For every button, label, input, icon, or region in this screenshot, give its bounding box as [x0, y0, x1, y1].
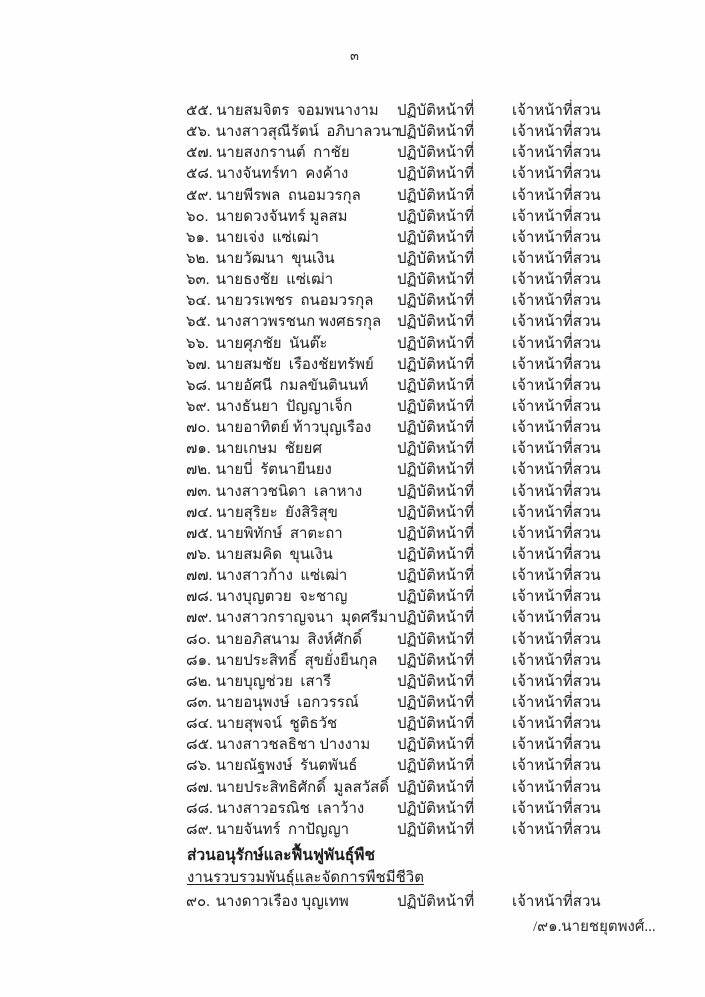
row-name: นางสาวก้าง แซ่เฒ่า: [216, 568, 348, 585]
continuation-note: /๙๑.นายชยุตพงศ์...: [533, 919, 656, 935]
table-row: [186, 608, 705, 629]
row-duty: ปฏิบัติหน้าที่: [397, 694, 475, 711]
row-number: ๙๐.: [186, 894, 210, 910]
row-position: เจ้าหน้าที่สวน: [512, 356, 601, 373]
row-number: ๗๐.: [186, 420, 211, 437]
row-name: นายสมจิตร จอมพนางาม: [216, 103, 379, 119]
row-number-and-name: [186, 566, 397, 587]
row-duty: ปฏิบัติหน้าที่: [397, 504, 475, 521]
page-number: ๓: [350, 48, 359, 63]
row-number-and-name: [186, 651, 397, 672]
row-number-and-name: [186, 545, 397, 566]
row-number: ๗๔.: [186, 504, 213, 521]
table-row: [186, 756, 705, 777]
section-subtitle: งานรวบรวมพันธุ์และจัดการพืชมีชีวิต: [187, 870, 424, 886]
row-number-and-name: [186, 143, 397, 164]
row-position: เจ้าหน้าที่สวน: [512, 187, 601, 204]
row-number-and-name: [186, 524, 397, 545]
section-staff-list: [0, 892, 705, 913]
row-name: นางสาวอรณิช เลาว้าง: [216, 800, 365, 817]
table-row: [186, 439, 705, 460]
row-name: นายบี่ รัตนายืนยง: [215, 462, 332, 479]
table-row: [186, 799, 705, 820]
row-name: นายอัศนี กมลขันตินนท์: [215, 377, 369, 394]
row-name: นางสาวชลธิชา ปางงาม: [216, 737, 371, 754]
row-duty: ปฏิบัติหน้าที่: [397, 737, 475, 754]
row-name: นางดาวเรือง บุญเทพ: [215, 894, 349, 910]
row-position: เจ้าหน้าที่สวน: [512, 631, 601, 648]
table-row: [186, 524, 705, 545]
row-duty: ปฏิบัติหน้าที่: [397, 420, 475, 437]
row-number-and-name: [186, 735, 397, 756]
row-duty: ปฏิบัติหน้าที่: [397, 166, 475, 183]
row-position: เจ้าหน้าที่สวน: [512, 441, 601, 458]
row-name: นายจันทร์ กาปัญญา: [216, 821, 350, 838]
section-title: ส่วนอนุรักษ์และฟื้นฟูพันธุ์พืช: [187, 847, 375, 864]
row-number-and-name: [186, 756, 397, 777]
row-name: นายอนุพงษ์ เอกวรรณ์: [215, 694, 359, 711]
row-name: นายประสิทธิศักดิ์ มูลสวัสดิ์: [216, 779, 390, 796]
row-number: ๘๖.: [186, 758, 211, 775]
table-row: [186, 566, 705, 587]
table-row: [186, 630, 705, 651]
row-number: ๖๐.: [186, 208, 209, 225]
row-duty: ปฏิบัติหน้าที่: [397, 272, 475, 289]
row-number-and-name: [186, 608, 397, 629]
row-number: ๗๘.: [186, 589, 213, 606]
row-position: เจ้าหน้าที่สวน: [512, 103, 601, 119]
row-name: นายประสิทธิ์ สุขยั่งยืนกุล: [215, 652, 378, 669]
row-number: ๘๒.: [186, 673, 212, 690]
row-position: เจ้าหน้าที่สวน: [512, 166, 601, 183]
row-number-and-name: [186, 460, 397, 481]
row-number-and-name: [186, 186, 397, 207]
row-number: ๖๑.: [186, 229, 209, 246]
row-duty: ปฏิบัติหน้าที่: [397, 758, 475, 775]
row-duty: ปฏิบัติหน้าที่: [397, 894, 475, 910]
row-name: นางจันทร์ทา คงค้าง: [216, 166, 349, 183]
row-duty: ปฏิบัติหน้าที่: [397, 103, 475, 119]
row-number: ๗๒.: [186, 462, 211, 479]
row-duty: ปฏิบัติหน้าที่: [397, 187, 475, 204]
row-number-and-name: [186, 482, 397, 503]
row-position: เจ้าหน้าที่สวน: [512, 208, 601, 225]
row-number: ๘๔.: [186, 716, 213, 733]
row-number-and-name: [186, 630, 397, 651]
row-duty: ปฏิบัติหน้าที่: [397, 293, 475, 310]
row-position: เจ้าหน้าที่สวน: [512, 504, 601, 521]
row-number: ๗๓.: [186, 483, 212, 500]
row-number-and-name: [186, 587, 397, 608]
row-position: เจ้าหน้าที่สวน: [512, 546, 601, 563]
row-number: ๕๖.: [186, 124, 211, 141]
row-duty: ปฏิบัติหน้าที่: [397, 208, 475, 225]
table-row: [186, 334, 705, 355]
row-duty: ปฏิบัติหน้าที่: [397, 779, 475, 796]
row-number-and-name: [186, 439, 397, 460]
row-position: เจ้าหน้าที่สวน: [512, 694, 601, 711]
row-position: เจ้าหน้าที่สวน: [512, 716, 601, 733]
row-duty: ปฏิบัติหน้าที่: [397, 652, 475, 669]
row-duty: ปฏิบัติหน้าที่: [397, 546, 475, 563]
row-position: เจ้าหน้าที่สวน: [512, 525, 601, 542]
row-number-and-name: [186, 397, 397, 418]
row-number: ๘๗.: [186, 779, 213, 796]
row-duty: ปฏิบัติหน้าที่: [397, 589, 475, 606]
table-row: [186, 545, 705, 566]
row-position: เจ้าหน้าที่สวน: [512, 398, 601, 415]
section-block: [0, 845, 705, 913]
row-duty: ปฏิบัติหน้าที่: [397, 145, 475, 162]
row-number: ๘๕.: [186, 737, 213, 754]
row-number: ๖๗.: [186, 356, 211, 373]
table-row: [186, 651, 705, 672]
row-number-and-name: [186, 122, 400, 143]
row-duty: ปฏิบัติหน้าที่: [397, 441, 475, 458]
row-duty: ปฏิบัติหน้าที่: [397, 314, 475, 331]
row-name: นายเกษม ชัยยศ: [215, 441, 322, 458]
row-duty: ปฏิบัติหน้าที่: [397, 462, 475, 479]
table-row: [186, 892, 705, 913]
row-number-and-name: [186, 334, 397, 355]
row-name: นางสาวกราญจนา มุดศรีมา: [215, 610, 397, 627]
row-number-and-name: [186, 164, 397, 185]
table-row: [186, 270, 705, 291]
row-number-and-name: [186, 249, 397, 270]
row-number: ๘๘.: [186, 800, 213, 817]
row-duty: ปฏิบัติหน้าที่: [397, 821, 475, 838]
row-duty: ปฏิบัติหน้าที่: [397, 716, 475, 733]
row-position: เจ้าหน้าที่สวน: [512, 779, 601, 796]
row-name: นายธงชัย แซ่เฒ่า: [215, 272, 334, 289]
table-row: [186, 228, 705, 249]
table-row: [186, 312, 705, 333]
row-number: ๗๖.: [186, 546, 211, 563]
row-name: นายวรเพชร ถนอมวรกุล: [215, 293, 374, 310]
table-row: [186, 397, 705, 418]
row-number: ๖๔.: [186, 293, 211, 310]
row-duty: ปฏิบัติหน้าที่: [397, 250, 475, 267]
table-row: [186, 820, 705, 841]
row-name: นายสมคิด ขุนเงิน: [215, 546, 333, 563]
table-row: [186, 376, 705, 397]
row-duty: ปฏิบัติหน้าที่: [397, 673, 475, 690]
row-duty: ปฏิบัติหน้าที่: [397, 631, 475, 648]
row-name: นายวัฒนา ขุนเงิน: [215, 250, 335, 267]
row-position: เจ้าหน้าที่สวน: [512, 652, 601, 669]
table-row: [186, 291, 705, 312]
row-position: เจ้าหน้าที่สวน: [512, 293, 601, 310]
row-number: ๕๗.: [186, 145, 213, 162]
row-name: นางสาวชนิดา เลาหาง: [215, 483, 363, 500]
row-number: ๗๑.: [186, 441, 211, 458]
row-duty: ปฏิบัติหน้าที่: [397, 356, 475, 373]
table-row: [186, 207, 705, 228]
row-duty: ปฏิบัติหน้าที่: [397, 124, 475, 141]
row-name: นายสุริยะ ยังสิริสุข: [216, 504, 338, 521]
row-number-and-name: [186, 270, 397, 291]
row-name: นายณัฐพงษ์ รันตพันธ์: [215, 758, 358, 775]
row-duty: ปฏิบัติหน้าที่: [397, 483, 475, 500]
table-row: [186, 503, 705, 524]
row-number-and-name: [186, 228, 397, 249]
row-number: ๘๙.: [186, 821, 213, 838]
row-position: เจ้าหน้าที่สวน: [512, 420, 601, 437]
row-number: ๗๗.: [186, 568, 213, 585]
row-number-and-name: [186, 291, 397, 312]
row-name: นางธันยา ปัญญาเจ็ก: [215, 398, 353, 415]
row-number: ๘๐.: [186, 631, 211, 648]
row-position: เจ้าหน้าที่สวน: [512, 673, 601, 690]
row-number: ๖๘.: [186, 377, 211, 394]
row-number: ๕๙.: [186, 187, 213, 204]
table-row: [186, 164, 705, 185]
row-name: นายบุญช่วย เสารี: [215, 673, 332, 690]
row-number: ๖๕.: [186, 314, 211, 331]
row-number: ๖๒.: [186, 250, 210, 267]
table-row: [186, 693, 705, 714]
table-row: [186, 778, 705, 799]
row-number: ๗๙.: [186, 610, 213, 627]
table-row: [186, 418, 705, 439]
row-name: นายดวงจันทร์ มูลสม: [215, 208, 348, 225]
row-duty: ปฏิบัติหน้าที่: [397, 525, 475, 542]
row-number-and-name: [186, 820, 397, 841]
row-position: เจ้าหน้าที่สวน: [512, 377, 601, 394]
table-row: [186, 101, 705, 122]
row-number-and-name: [186, 376, 397, 397]
row-position: เจ้าหน้าที่สวน: [512, 894, 601, 910]
row-position: เจ้าหน้าที่สวน: [512, 229, 601, 246]
row-name: นายอาทิตย์ ท้าวบุญเรือง: [215, 420, 372, 437]
row-number: ๖๓.: [186, 272, 210, 289]
table-row: [186, 186, 705, 207]
table-row: [186, 714, 705, 735]
row-position: เจ้าหน้าที่สวน: [512, 800, 601, 817]
table-row: [186, 587, 705, 608]
row-duty: ปฏิบัติหน้าที่: [397, 335, 475, 352]
row-position: เจ้าหน้าที่สวน: [512, 821, 601, 838]
row-position: เจ้าหน้าที่สวน: [512, 250, 601, 267]
row-name: นางสาวสุณีรัตน์ อภิบาลวนา: [215, 124, 400, 141]
row-position: เจ้าหน้าที่สวน: [512, 462, 601, 479]
row-duty: ปฏิบัติหน้าที่: [397, 229, 475, 246]
staff-list: [0, 101, 705, 841]
row-number-and-name: [186, 207, 397, 228]
row-name: นายศุภชัย นันต๊ะ: [215, 335, 328, 352]
row-position: เจ้าหน้าที่สวน: [512, 610, 601, 627]
table-row: [186, 122, 705, 143]
row-number-and-name: [186, 799, 397, 820]
row-name: นางสาวพรชนก พงศธรกุล: [215, 314, 382, 331]
table-row: [186, 460, 705, 481]
row-name: นายสมชัย เรืองชัยทรัพย์: [215, 356, 374, 373]
row-position: เจ้าหน้าที่สวน: [512, 589, 601, 606]
row-duty: ปฏิบัติหน้าที่: [397, 377, 475, 394]
row-duty: ปฏิบัติหน้าที่: [397, 568, 475, 585]
row-duty: ปฏิบัติหน้าที่: [397, 800, 475, 817]
row-number: ๘๑.: [186, 652, 211, 669]
row-position: เจ้าหน้าที่สวน: [512, 124, 601, 141]
row-position: เจ้าหน้าที่สวน: [512, 737, 601, 754]
row-name: นายพีรพล ถนอมวรกุล: [215, 187, 361, 204]
row-number-and-name: [186, 778, 397, 799]
table-row: [186, 355, 705, 376]
table-row: [186, 249, 705, 270]
row-name: นายสุพจน์ ชูติธวัช: [216, 716, 338, 733]
table-row: [186, 143, 705, 164]
row-number-and-name: [186, 672, 397, 693]
row-name: นายเจ่ง แซ่เฒ่า: [215, 229, 319, 246]
row-position: เจ้าหน้าที่สวน: [512, 335, 601, 352]
row-position: เจ้าหน้าที่สวน: [512, 314, 601, 331]
table-row: [186, 735, 705, 756]
row-position: เจ้าหน้าที่สวน: [512, 483, 601, 500]
row-duty: ปฏิบัติหน้าที่: [397, 610, 475, 627]
row-number-and-name: [186, 355, 397, 376]
row-number-and-name: [186, 693, 397, 714]
table-row: [186, 482, 705, 503]
row-position: เจ้าหน้าที่สวน: [512, 758, 601, 775]
row-name: นายสงกรานต์ กาชัย: [216, 145, 350, 162]
row-number: ๕๘.: [186, 166, 213, 183]
row-number: ๕๕.: [186, 103, 213, 119]
table-row: [186, 672, 705, 693]
row-duty: ปฏิบัติหน้าที่: [397, 398, 475, 415]
row-position: เจ้าหน้าที่สวน: [512, 272, 601, 289]
row-number-and-name: [186, 101, 397, 122]
row-number-and-name: [186, 714, 397, 735]
row-number-and-name: [186, 418, 397, 439]
row-number-and-name: [186, 503, 397, 524]
row-number: ๖๙.: [186, 398, 211, 415]
row-name: นายอภิสนาม สิงห์ศักดิ์: [215, 631, 363, 648]
row-position: เจ้าหน้าที่สวน: [512, 145, 601, 162]
row-name: นายพิทักษ์ สาตะถา: [216, 525, 343, 542]
row-position: เจ้าหน้าที่สวน: [512, 568, 601, 585]
row-number-and-name: [186, 312, 397, 333]
row-number: ๖๖.: [186, 335, 209, 352]
row-number: ๘๓.: [186, 694, 212, 711]
row-number-and-name: [186, 892, 397, 913]
row-name: นางบุญตวย จะชาญ: [216, 589, 348, 606]
row-number: ๗๕.: [186, 525, 213, 542]
